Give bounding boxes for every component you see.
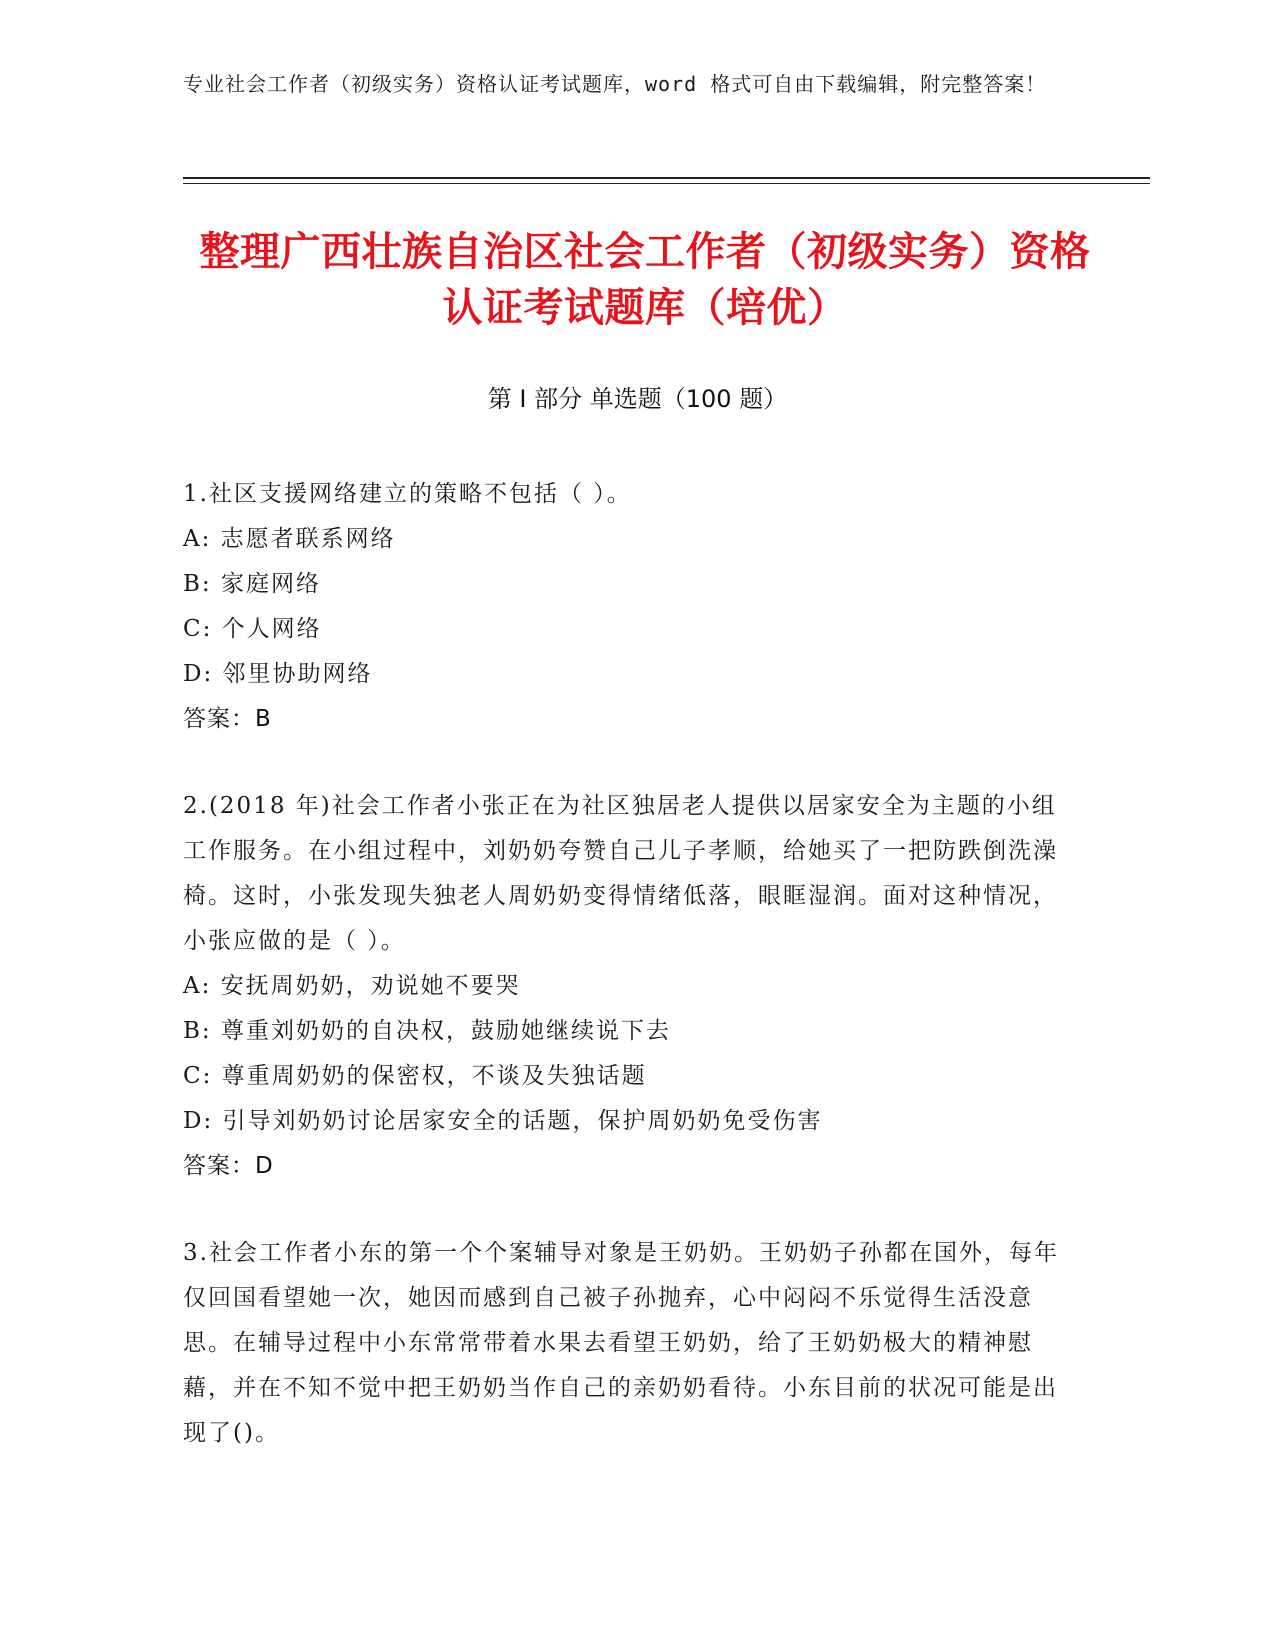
option-b: B: 家庭网络 xyxy=(183,571,321,597)
question-item xyxy=(183,784,1063,1189)
question-text: 1.社区支援网络建立的策略不包括（ ）。 xyxy=(183,481,632,507)
question-text: 3.社会工作者小东的第一个个案辅导对象是王奶奶。王奶奶子孙都在国外，每年仅回国看望她一次，她因而感到自己被子孙抛弃，心中闷闷不乐觉得生活没意思。在辅导过程中小东常常带着水果去看望王奶奶，给了王奶奶极大的精神慰藉，并在不知不觉中把王奶奶当作自己的亲奶奶看待。小东目前的状况可能是出现了()。 xyxy=(183,1240,1059,1446)
answer: 答案：D xyxy=(183,1153,274,1179)
question-item xyxy=(183,472,1063,742)
header-divider-thick xyxy=(183,177,1150,179)
option-a: A: 志愿者联系网络 xyxy=(183,526,396,552)
question-item xyxy=(183,1231,1063,1456)
question-list xyxy=(183,472,1063,1498)
option-c: C: 尊重周奶奶的保密权，不谈及失独话题 xyxy=(183,1063,647,1089)
option-c: C: 个人网络 xyxy=(183,616,322,642)
document-title: 整理广西壮族自治区社会工作者（初级实务）资格认证考试题库（培优） xyxy=(199,229,1091,331)
header-note: 专业社会工作者（初级实务）资格认证考试题库，word 格式可自由下载编辑，附完整答案！ xyxy=(183,72,1047,96)
option-b: B: 尊重刘奶奶的自决权，鼓励她继续说下去 xyxy=(183,1018,671,1044)
answer: 答案：B xyxy=(183,706,272,732)
option-d: D: 引导刘奶奶讨论居家安全的话题，保护周奶奶免受伤害 xyxy=(183,1108,823,1134)
section-title: 第 I 部分 单选题（100 题） xyxy=(487,385,788,413)
option-d: D: 邻里协助网络 xyxy=(183,661,373,687)
header-divider-thin xyxy=(183,183,1150,184)
option-a: A: 安抚周奶奶，劝说她不要哭 xyxy=(183,973,521,999)
question-text: 2.(2018 年)社会工作者小张正在为社区独居老人提供以居家安全为主题的小组工作服务。在小组过程中，刘奶奶夸赞自己儿子孝顺，给她买了一把防跌倒洗澡椅。这时，小张发现失独老人周奶奶变得情绪低落，眼眶湿润。面对这种情况，小张应做的是（ ）。 xyxy=(183,793,1058,954)
